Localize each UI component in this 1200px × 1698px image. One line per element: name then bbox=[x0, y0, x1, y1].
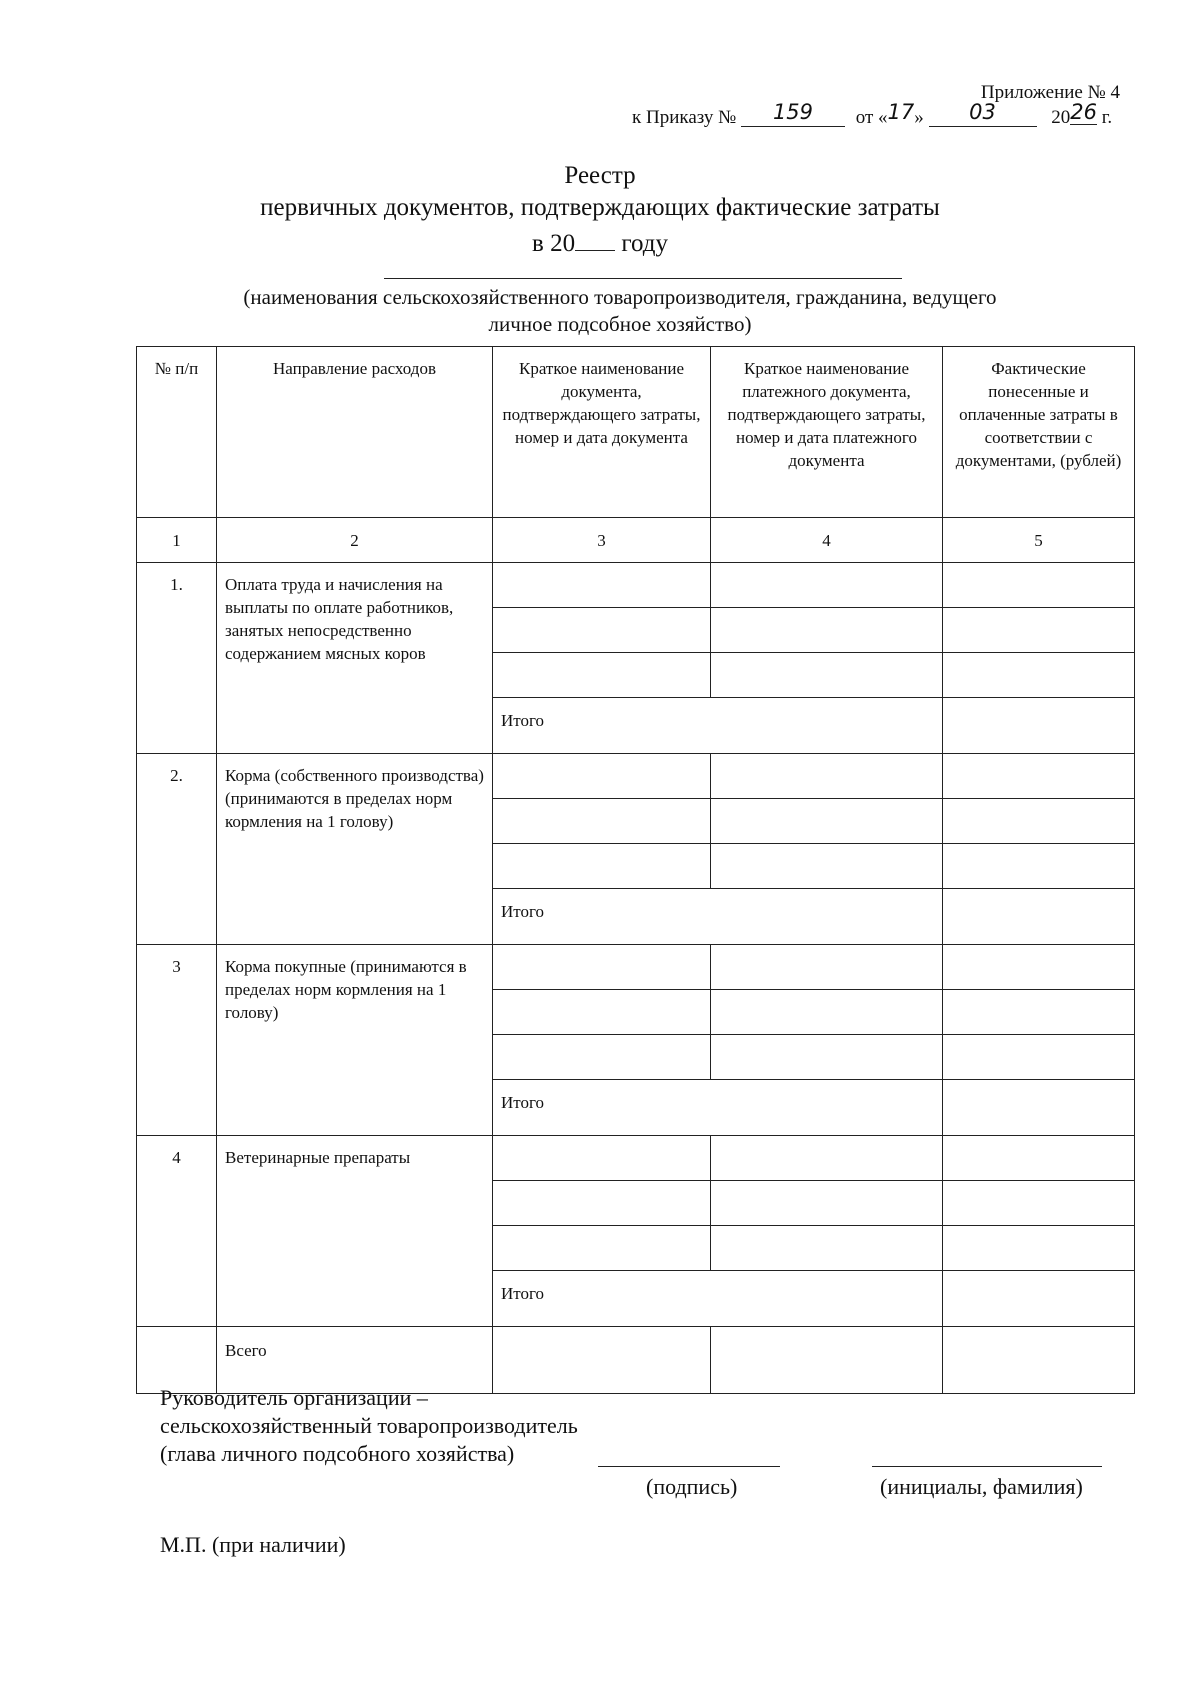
amount-cell[interactable] bbox=[943, 653, 1135, 698]
signature-line-1: Руководитель организации – bbox=[160, 1385, 428, 1410]
total-payment-doc-cell[interactable] bbox=[711, 1327, 943, 1394]
header-cell: № п/п bbox=[137, 347, 217, 518]
amount-cell[interactable] bbox=[943, 754, 1135, 799]
register-table bbox=[136, 346, 1135, 1394]
signature-field[interactable] bbox=[598, 1466, 780, 1467]
amount-cell[interactable] bbox=[943, 1035, 1135, 1080]
total-label: Всего bbox=[217, 1327, 493, 1394]
doc-cell[interactable] bbox=[493, 1035, 711, 1080]
year-prefix: 20 bbox=[1051, 107, 1071, 128]
date-month-field bbox=[929, 100, 1037, 127]
stamp-note: М.П. (при наличии) bbox=[160, 1532, 346, 1557]
doc-cell[interactable] bbox=[493, 1226, 711, 1271]
table-row bbox=[137, 754, 1135, 799]
title-year-blank bbox=[575, 224, 615, 251]
date-quote-close: » bbox=[914, 107, 924, 128]
doc-cell[interactable] bbox=[493, 799, 711, 844]
title-line-3 bbox=[0, 224, 1200, 260]
table-row bbox=[137, 563, 1135, 608]
table-row bbox=[137, 1136, 1135, 1181]
header-cell: Краткое наименование документа, подтверждающего затраты, номер и дата документа bbox=[493, 347, 711, 518]
order-reference-line bbox=[632, 100, 1113, 129]
subtotal-amount-cell[interactable] bbox=[943, 889, 1135, 945]
column-number: 5 bbox=[943, 518, 1135, 563]
doc-cell[interactable] bbox=[493, 563, 711, 608]
table-header-row bbox=[137, 347, 1135, 518]
producer-name-caption bbox=[150, 284, 1090, 338]
subtotal-amount-cell[interactable] bbox=[943, 1080, 1135, 1136]
year-unit: г. bbox=[1101, 107, 1113, 128]
amount-cell[interactable] bbox=[943, 945, 1135, 990]
column-number: 4 bbox=[711, 518, 943, 563]
column-number-row bbox=[137, 518, 1135, 563]
total-amount-cell[interactable] bbox=[943, 1327, 1135, 1394]
doc-cell[interactable] bbox=[493, 653, 711, 698]
subtotal-amount-cell[interactable] bbox=[943, 698, 1135, 754]
payment-doc-cell[interactable] bbox=[711, 945, 943, 990]
section-index: 2. bbox=[137, 754, 217, 945]
doc-cell[interactable] bbox=[493, 608, 711, 653]
producer-name-line bbox=[384, 278, 902, 279]
date-day-value: 17 bbox=[887, 100, 915, 124]
name-caption: (инициалы, фамилия) bbox=[880, 1474, 1083, 1499]
table-row bbox=[137, 945, 1135, 990]
subtotal-label: Итого bbox=[493, 698, 943, 754]
section-direction: Корма (собственного производства) (принимаются в пределах норм кормления на 1 голову) bbox=[217, 754, 493, 945]
doc-cell[interactable] bbox=[493, 945, 711, 990]
payment-doc-cell[interactable] bbox=[711, 799, 943, 844]
caption-line-2: личное подсобное хозяйство) bbox=[488, 312, 752, 336]
section-direction: Корма покупные (принимаются в пределах норм кормления на 1 голову) bbox=[217, 945, 493, 1136]
amount-cell[interactable] bbox=[943, 1226, 1135, 1271]
column-number: 3 bbox=[493, 518, 711, 563]
document-title bbox=[0, 160, 1200, 260]
order-prefix: к Приказу № bbox=[632, 107, 737, 128]
payment-doc-cell[interactable] bbox=[711, 1136, 943, 1181]
title-line-1: Реестр bbox=[564, 162, 636, 189]
section-index: 1. bbox=[137, 563, 217, 754]
section-index: 4 bbox=[137, 1136, 217, 1327]
amount-cell[interactable] bbox=[943, 608, 1135, 653]
header-cell: Краткое наименование платежного документа, подтверждающего затраты, номер и дата платежного документа bbox=[711, 347, 943, 518]
column-number: 1 bbox=[137, 518, 217, 563]
doc-cell[interactable] bbox=[493, 1181, 711, 1226]
date-month-value: 03 bbox=[969, 100, 996, 124]
section-direction: Ветеринарные препараты bbox=[217, 1136, 493, 1327]
subtotal-label: Итого bbox=[493, 889, 943, 945]
amount-cell[interactable] bbox=[943, 1136, 1135, 1181]
subtotal-amount-cell[interactable] bbox=[943, 1271, 1135, 1327]
title-year-suffix: году bbox=[621, 230, 668, 257]
payment-doc-cell[interactable] bbox=[711, 563, 943, 608]
subtotal-label: Итого bbox=[493, 1080, 943, 1136]
order-number-value: 159 bbox=[772, 100, 814, 124]
amount-cell[interactable] bbox=[943, 844, 1135, 889]
title-year-prefix: в 20 bbox=[532, 230, 576, 257]
amount-cell[interactable] bbox=[943, 563, 1135, 608]
payment-doc-cell[interactable] bbox=[711, 1226, 943, 1271]
payment-doc-cell[interactable] bbox=[711, 844, 943, 889]
year-suffix-value: 26 bbox=[1070, 100, 1098, 124]
order-number-field bbox=[741, 100, 845, 127]
payment-doc-cell[interactable] bbox=[711, 653, 943, 698]
column-number: 2 bbox=[217, 518, 493, 563]
title-line-2: первичных документов, подтверждающих фактические затраты bbox=[260, 194, 940, 221]
section-index: 3 bbox=[137, 945, 217, 1136]
amount-cell[interactable] bbox=[943, 1181, 1135, 1226]
appendix-label: Приложение № 4 bbox=[980, 82, 1120, 103]
caption-line-1: (наименования сельскохозяйственного товаропроизводителя, гражданина, ведущего bbox=[243, 285, 997, 309]
signature-line-2: сельскохозяйственный товаропроизводитель bbox=[160, 1413, 578, 1438]
amount-cell[interactable] bbox=[943, 799, 1135, 844]
date-prefix: от « bbox=[855, 107, 888, 128]
doc-cell[interactable] bbox=[493, 990, 711, 1035]
signature-block bbox=[160, 1384, 578, 1468]
amount-cell[interactable] bbox=[943, 990, 1135, 1035]
doc-cell[interactable] bbox=[493, 754, 711, 799]
section-direction: Оплата труда и начисления на выплаты по оплате работников, занятых непосредственно содержанием мясных коров bbox=[217, 563, 493, 754]
header-cell: Фактические понесенные и оплаченные затраты в соответствии с документами, (рублей) bbox=[943, 347, 1135, 518]
signature-caption: (подпись) bbox=[646, 1474, 738, 1499]
header-cell: Направление расходов bbox=[217, 347, 493, 518]
signature-line-3: (глава личного подсобного хозяйства) bbox=[160, 1441, 515, 1466]
subtotal-label: Итого bbox=[493, 1271, 943, 1327]
payment-doc-cell[interactable] bbox=[711, 1035, 943, 1080]
doc-cell[interactable] bbox=[493, 1136, 711, 1181]
name-field[interactable] bbox=[872, 1466, 1102, 1467]
payment-doc-cell[interactable] bbox=[711, 990, 943, 1035]
payment-doc-cell[interactable] bbox=[711, 1181, 943, 1226]
doc-cell[interactable] bbox=[493, 844, 711, 889]
payment-doc-cell[interactable] bbox=[711, 754, 943, 799]
payment-doc-cell[interactable] bbox=[711, 608, 943, 653]
